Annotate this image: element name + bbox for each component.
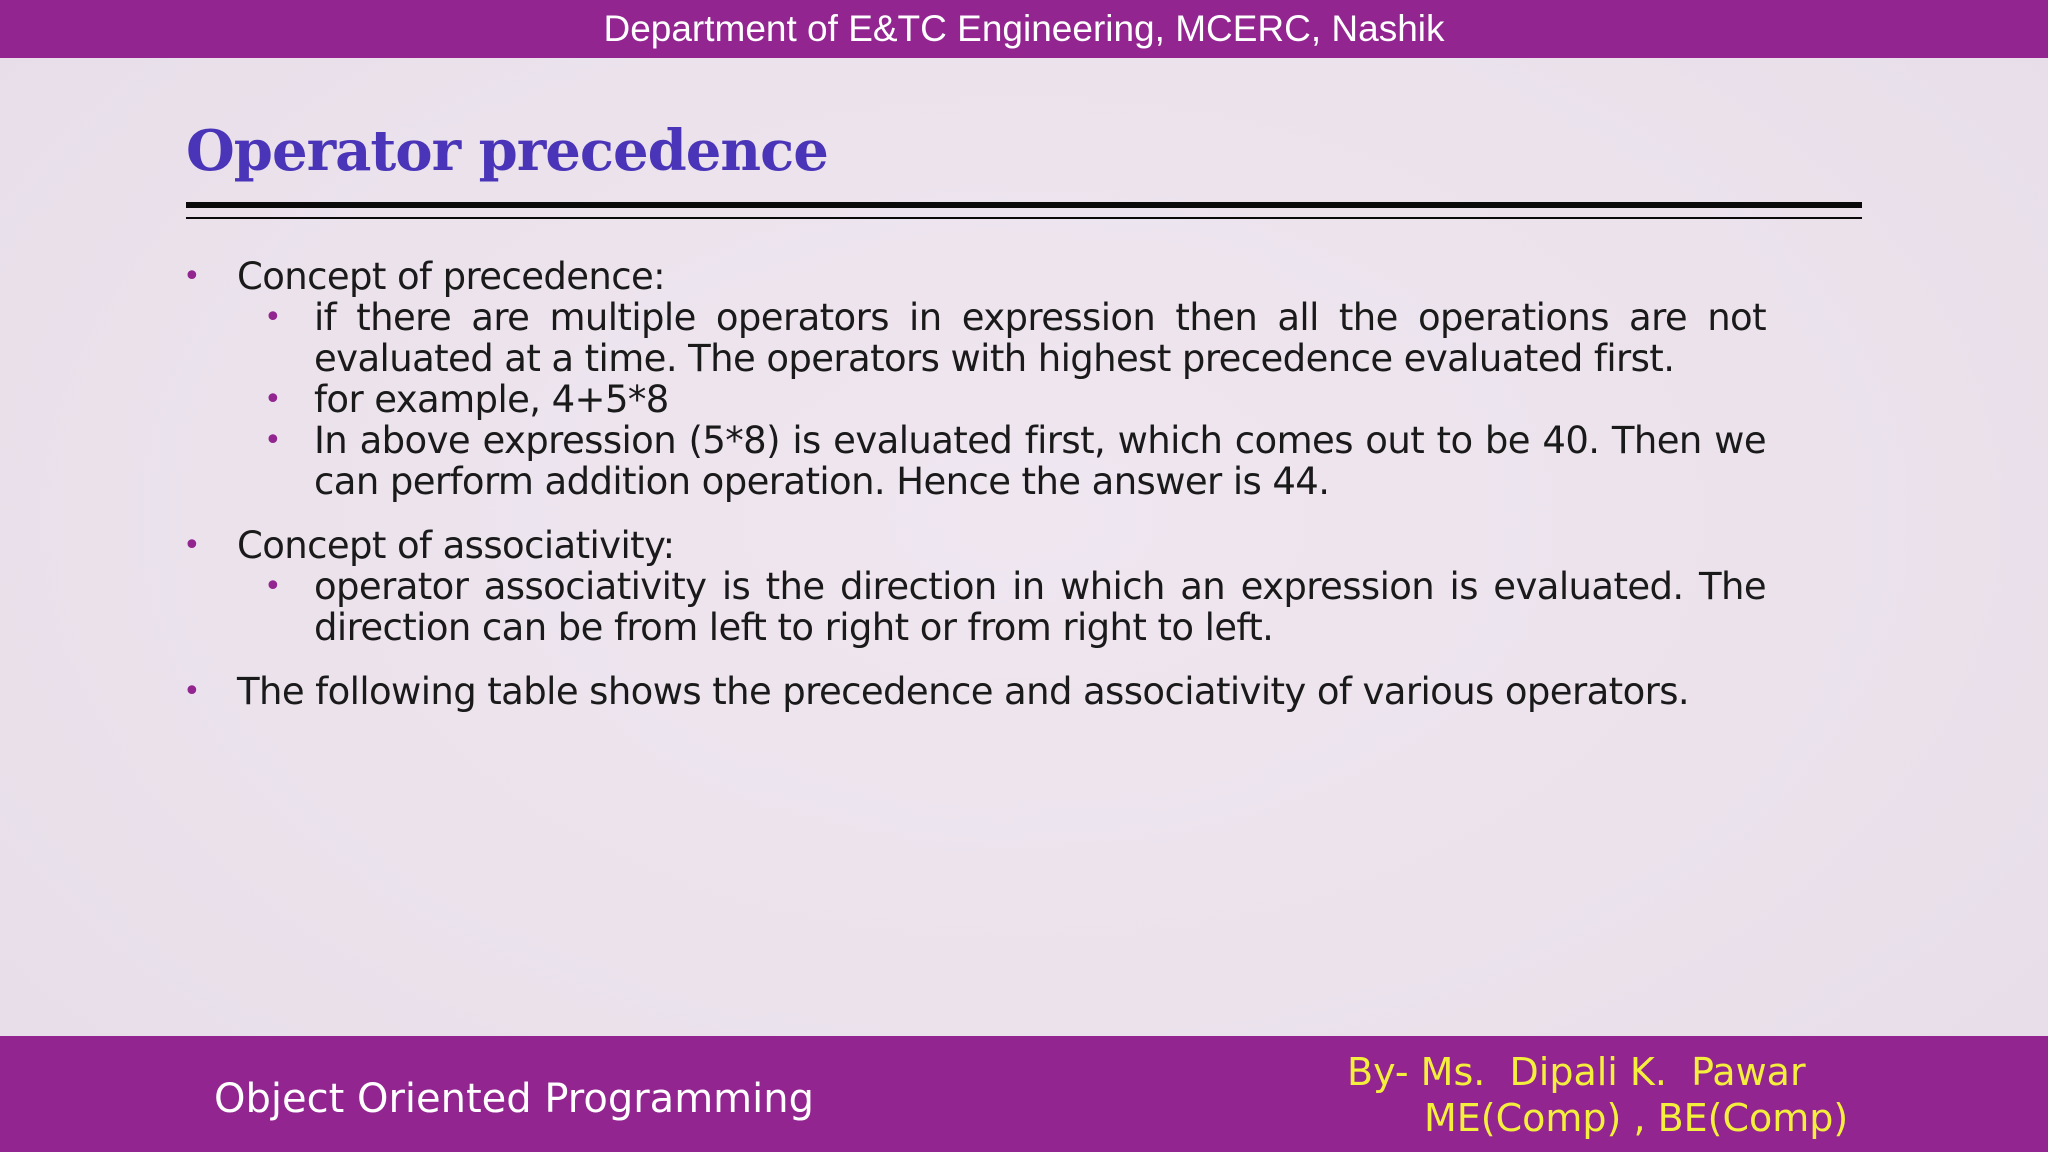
- footer-degree: ME(Comp) , BE(Comp): [1424, 1096, 1849, 1140]
- sub-bullet-text: In above expression (5*8) is evaluated first, which comes out to be 40. Then we can perform addition operation. Hence the answer is 44.: [314, 419, 1766, 503]
- header-bar: [0, 0, 2048, 58]
- slide-content: [183, 255, 1766, 713]
- bullet-text: Concept of associativity:: [237, 524, 675, 567]
- bullet-dot: •: [264, 382, 282, 417]
- header-text: Department of E&TC Engineering, MCERC, Nashik: [603, 8, 1445, 49]
- footer-course: Object Oriented Programming: [214, 1076, 814, 1122]
- bullet-dot: •: [264, 300, 282, 335]
- spacer: [186, 502, 1766, 525]
- bullet-dot: •: [183, 674, 201, 709]
- bullet-dot: •: [183, 528, 201, 563]
- sub-bullet: [264, 378, 1766, 421]
- bullet-precedence: [183, 255, 1766, 298]
- slide-title: Operator precedence: [186, 118, 828, 184]
- sub-bullet: [264, 296, 1766, 380]
- bullet-dot: •: [183, 259, 201, 294]
- spacer: [186, 648, 1766, 671]
- bullet-dot: •: [264, 569, 282, 604]
- sub-bullet-text: for example, 4+5*8: [314, 378, 669, 421]
- bullet-text: The following table shows the precedence and associativity of various operators.: [237, 670, 1690, 713]
- bullet-table-intro: [183, 670, 1766, 713]
- bullet-associativity: [183, 524, 1766, 567]
- sub-bullet-text: operator associativity is the direction in which an expression is evaluated. The direction can be from left to right or from right to left.: [314, 565, 1766, 649]
- sub-bullet: [264, 419, 1766, 503]
- bullet-text: Concept of precedence:: [237, 255, 666, 298]
- title-rule-thin: [186, 217, 1862, 219]
- sub-bullet-text: if there are multiple operators in expression then all the operations are not evaluated at a time. The operators with highest precedence evaluated first.: [314, 296, 1766, 380]
- footer-author: By- Ms. Dipali K. Pawar: [1347, 1050, 1806, 1094]
- title-rule-thick: [186, 202, 1862, 208]
- sub-bullet: [264, 565, 1766, 649]
- bullet-dot: •: [264, 423, 282, 458]
